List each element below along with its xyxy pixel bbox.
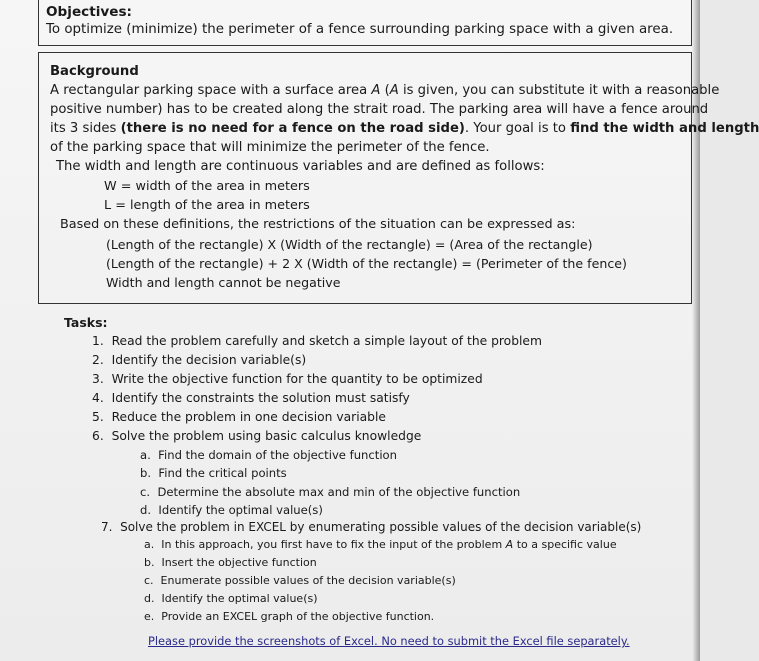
objectives-title: Objectives: bbox=[46, 4, 132, 20]
background-line-5: The width and length are continuous variables and are defined as follows: bbox=[56, 159, 545, 174]
task-item: 6. Solve the problem using basic calculus knowledge bbox=[92, 429, 422, 443]
restriction-1: (Length of the rectangle) X (Width of the rectangle) = (Area of the rectangle) bbox=[106, 237, 593, 252]
task7-subitem: d. Identify the optimal value(s) bbox=[144, 592, 318, 605]
task-item: 3. Write the objective function for the quantity to be optimized bbox=[92, 372, 483, 386]
background-line-4: of the parking space that will minimize the perimeter of the fence. bbox=[50, 140, 490, 155]
restrictions-intro: Based on these definitions, the restrictions of the situation can be expressed as: bbox=[60, 217, 576, 232]
task7-subitem: a. In this approach, you first have to fix the input of the problem A to a specific value bbox=[144, 538, 617, 551]
submission-note: Please provide the screenshots of Excel. No need to submit the Excel file separately. bbox=[148, 634, 630, 648]
background-title: Background bbox=[50, 64, 139, 79]
task-item-7: 7. Solve the problem in EXCEL by enumerating possible values of the decision variable(s) bbox=[101, 520, 642, 534]
task-item: 4. Identify the constraints the solution must satisfy bbox=[92, 391, 410, 405]
background-line-2: positive number) has to be created along the strait road. The parking area will have a fence around bbox=[50, 102, 709, 117]
background-line-3: its 3 sides (there is no need for a fence on the road side). Your goal is to find the width and length bbox=[50, 121, 759, 136]
task6-subitem: a. Find the domain of the objective function bbox=[140, 448, 397, 462]
task-item: 1. Read the problem carefully and sketch a simple layout of the problem bbox=[92, 334, 542, 348]
task6-subitem: c. Determine the absolute max and min of the objective function bbox=[140, 485, 521, 499]
task7-subitem: e. Provide an EXCEL graph of the objective function. bbox=[144, 610, 435, 623]
task-item: 5. Reduce the problem in one decision variable bbox=[92, 410, 386, 424]
task6-subitem: d. Identify the optimal value(s) bbox=[140, 503, 323, 517]
task7-subitem: c. Enumerate possible values of the decision variable(s) bbox=[144, 574, 456, 587]
objectives-text: To optimize (minimize) the perimeter of a fence surrounding parking space with a given area. bbox=[46, 22, 674, 37]
task7-subitem: b. Insert the objective function bbox=[144, 556, 317, 569]
background-line-1: A rectangular parking space with a surface area A (A is given, you can substitute it with a reasonable bbox=[50, 83, 720, 98]
restriction-3: Width and length cannot be negative bbox=[106, 275, 341, 290]
task6-subitem: b. Find the critical points bbox=[140, 466, 287, 480]
definition-l: L = length of the area in meters bbox=[104, 198, 310, 213]
tasks-title: Tasks: bbox=[64, 315, 108, 330]
restriction-2: (Length of the rectangle) + 2 X (Width of the rectangle) = (Perimeter of the fence) bbox=[106, 256, 627, 271]
definition-w: W = width of the area in meters bbox=[104, 179, 310, 194]
task-item: 2. Identify the decision variable(s) bbox=[92, 353, 307, 367]
